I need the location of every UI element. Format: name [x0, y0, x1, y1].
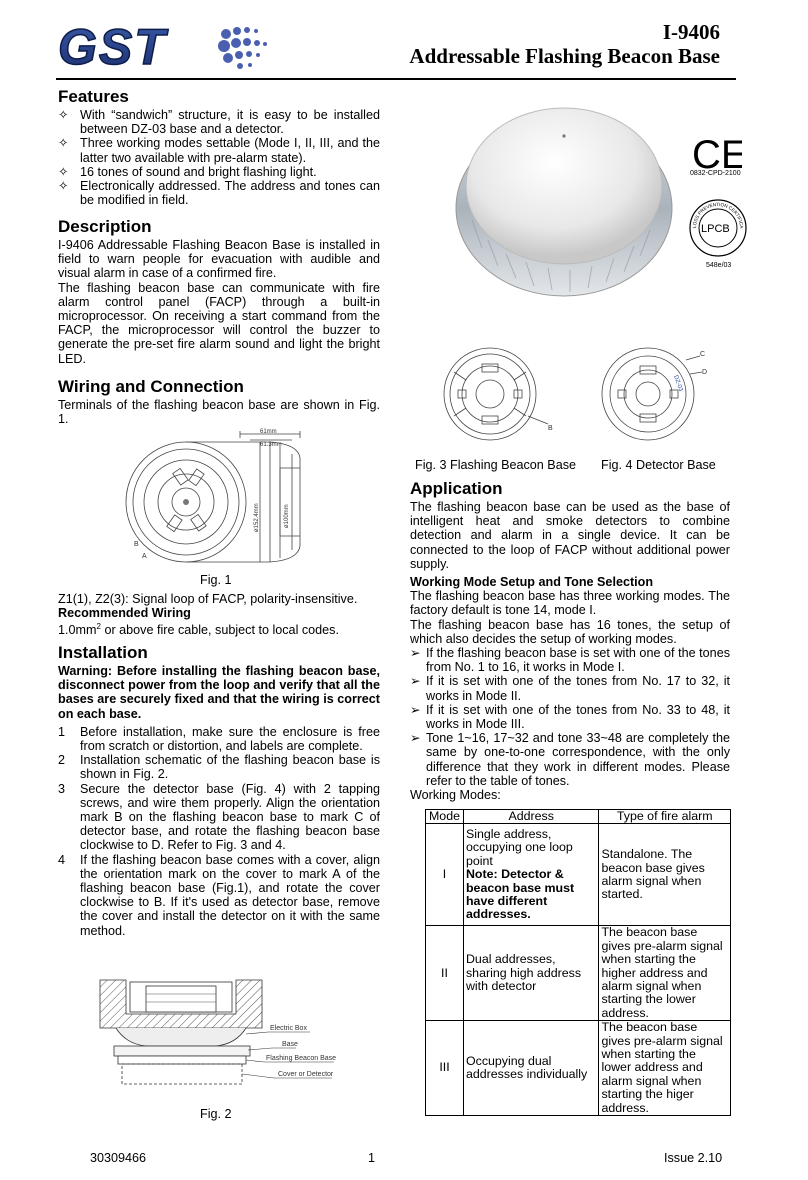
lpcb-mark [686, 196, 750, 260]
product-name: Addressable Flashing Beacon Base [409, 44, 720, 68]
installation-heading: Installation [58, 643, 148, 662]
table-row [426, 1021, 731, 1116]
alarm-type-cell: The beacon base gives pre-alarm signal when starting the higher address and alarm signal when starting the lower address. [599, 926, 731, 1021]
logo-dots [218, 27, 267, 69]
lpcb-code: 548e/03 [706, 262, 732, 269]
setup-paragraph: The flashing beacon base has 16 tones, the setup of which also decides the setup of working modes. [410, 617, 730, 646]
lpcb-mark-text: LPCB [701, 223, 730, 235]
list-item: ✧ With “sandwich” structure, it is easy to be installed between DZ-03 base and a detector. [58, 108, 380, 137]
modes-table [425, 809, 731, 1116]
fig4-base-label: DZ-03 [672, 374, 684, 393]
fig2-caption: Fig. 2 [200, 1107, 232, 1121]
list-item: 2 Installation schematic of the flashing beacon base is shown in Fig. 2. [58, 753, 380, 782]
fig4-mark-c: C [700, 351, 706, 358]
address-cell: Occupying dual addresses individually [463, 1021, 598, 1116]
features-list [58, 108, 380, 207]
arrow-bullet-icon: ➢ [410, 731, 421, 746]
description-heading: Description [58, 217, 152, 236]
alarm-type-cell: Standalone. The beacon base gives alarm signal when started. [599, 824, 731, 926]
diamond-bullet-icon: ✧ [58, 136, 69, 151]
recommended-wiring-heading: Recommended Wiring [58, 606, 191, 621]
description-paragraph: I-9406 Addressable Flashing Beacon Base is installed in field to warn people for evacuation with audible and visual alarm in case of a confirmed fire. [58, 238, 380, 281]
fig2-label-cover-or-detector: Cover or Detector [278, 1071, 334, 1078]
fig3-mark-b: B [548, 425, 553, 432]
fig1-caption: Fig. 1 [200, 573, 232, 587]
fig4-drawing [594, 346, 714, 444]
arrow-bullet-icon: ➢ [410, 646, 421, 661]
wiring-intro: Terminals of the flashing beacon base are shown in Fig. 1. [58, 398, 380, 427]
list-item: ➢ If the flashing beacon base is set with one of the tones from No. 1 to 16, it works in Mode I. [410, 646, 730, 675]
application-text: The flashing beacon base can be used as the base of intelligent heat and smoke detectors to combine detection and alarm in a single device. It can be connected to the loop of FACP without additional power supply. [410, 500, 730, 571]
fig2-label-flashing-beacon-base: Flashing Beacon Base [266, 1055, 337, 1062]
installation-section [58, 642, 380, 938]
list-item: 4 If the flashing beacon base comes with a cover, align the orientation mark on the cover to mark A of the flashing beacon base (Fig.1), and rotate the cover clockwise to B. If it's used as detector base, remove the cover and install the detector on it with the same method. [58, 852, 380, 938]
logo-text: GST [58, 22, 167, 70]
fig4-caption: Fig. 4 Detector Base [601, 458, 716, 472]
column-header: Mode [426, 810, 464, 824]
issue-number: Issue 2.10 [664, 1151, 723, 1165]
ce-mark-text: CE [692, 133, 742, 177]
page-number: 1 [368, 1151, 376, 1165]
table-header-row [426, 810, 731, 824]
diamond-bullet-icon: ✧ [58, 179, 69, 194]
list-item: ✧ 16 tones of sound and bright flashing light. [58, 164, 317, 179]
mode-cell: I [426, 824, 464, 926]
arrow-bullet-icon: ➢ [410, 674, 421, 689]
setup-list [410, 646, 730, 788]
column-header: Type of fire alarm [599, 810, 731, 824]
fig1-dim2: 61.3mm [260, 442, 282, 448]
setup-section [410, 575, 730, 802]
setup-heading: Working Mode Setup and Tone Selection [410, 575, 654, 589]
list-item: 3 Secure the detector base (Fig. 4) with 2 tapping screws, and wire them properly. Align the orientation mark B on the flashing beacon base to mark C of detector base, and rotate the flashing beacon base clockwise to D. Refer to Fig. 3 and 4. [58, 781, 380, 853]
wiring-details [58, 592, 380, 638]
list-item: ➢ If it is set with one of the tones from No. 17 to 32, it works in Mode II. [410, 674, 730, 703]
list-item: ✧ Electronically addressed. The address and tones can be modified in field. [58, 179, 380, 208]
list-item: ➢ Tone 1~16, 17~32 and tone 33~48 are completely the same by one-to-one correspondence, with the only difference that they work in different modes. Please refer to the table of tones. [410, 731, 730, 788]
application-section [410, 478, 730, 571]
features-heading: Features [58, 87, 129, 106]
recommended-wiring-text: $1.0mm^2$ or above fire cable, subject to local codes. [58, 622, 339, 638]
product-model: I-9406 [662, 20, 720, 44]
mode-cell: III [426, 1021, 464, 1116]
fig2-drawing [96, 974, 346, 1086]
fig1-mark-b: B [134, 541, 139, 548]
mode-cell: II [426, 926, 464, 1021]
fig1-drawing [120, 428, 330, 568]
fig4-mark-d: D [702, 369, 708, 376]
table-row [426, 926, 731, 1021]
list-item: ✧ Three working modes settable (Mode I, II, III, and the latter two available with pre-alarm state). [58, 136, 380, 165]
installation-steps [58, 725, 380, 938]
address-cell: Dual addresses, sharing high address with detector [463, 926, 598, 1021]
address-cell: Single address, occupying one loop point Note: Detector & beacon base must have different addresses. [463, 824, 598, 926]
fig1-mark-a: A [142, 553, 147, 560]
application-heading: Application [410, 479, 503, 498]
fig2-label-base: Base [282, 1041, 298, 1048]
table-row [426, 824, 731, 926]
column-header: Address [463, 810, 598, 824]
product-photo [452, 90, 676, 302]
setup-paragraph: The flashing beacon base has three working modes. The factory default is tone 14, mode I. [410, 589, 730, 618]
wiring-heading: Wiring and Connection [58, 377, 244, 396]
signal-loop-text: Z1(1), Z2(3): Signal loop of FACP, polarity-insensitive. [58, 592, 358, 606]
modes-table-wrap [425, 809, 731, 1116]
arrow-bullet-icon: ➢ [410, 702, 421, 717]
fig2-label-electric-box: Electric Box [270, 1025, 307, 1032]
document-number: 30309466 [90, 1151, 147, 1165]
fig3-caption: Fig. 3 Flashing Beacon Base [415, 458, 577, 472]
fig3-drawing [432, 346, 562, 444]
header-rule [56, 78, 736, 80]
wiring-section [58, 376, 380, 426]
list-item: ➢ If it is set with one of the tones from No. 33 to 48, it works in Mode III. [410, 702, 730, 732]
fig1-dia1: ø152.4mm [254, 503, 260, 532]
description-paragraph: The flashing beacon base can communicate with fire alarm control panel (FACP) through a built-in microprocessor. On receiving a start command from the FACP, the microprocessor will control the buzzer to generate the pre-set fire alarm sound and light the bright LED. [58, 280, 380, 366]
alarm-type-cell: The beacon base gives pre-alarm signal when starting the lower address and alarm signal when starting the higer address. [599, 1021, 731, 1116]
gst-logo [56, 22, 276, 70]
description-section [58, 216, 380, 366]
ce-code: 0832-CPD-2100 [690, 170, 741, 177]
fig1-dia2: ø100mm [284, 504, 290, 528]
diamond-bullet-icon: ✧ [58, 108, 69, 122]
features-section [58, 86, 380, 207]
installation-warning: Warning: Before installing the flashing beacon base, disconnect power from the loop and verify that all the bases are securely fixed and that the wiring is correct on each base. [58, 664, 380, 721]
working-modes-label: Working Modes: [410, 788, 501, 803]
diamond-bullet-icon: ✧ [58, 164, 69, 179]
list-item: 1 Before installation, make sure the enclosure is free from scratch or distortion, and labels are complete. [58, 724, 380, 754]
lpcb-ring-text: LOSS PREVENTION CERTIFICA [691, 201, 745, 229]
fig1-dim1: 61mm [260, 429, 277, 435]
